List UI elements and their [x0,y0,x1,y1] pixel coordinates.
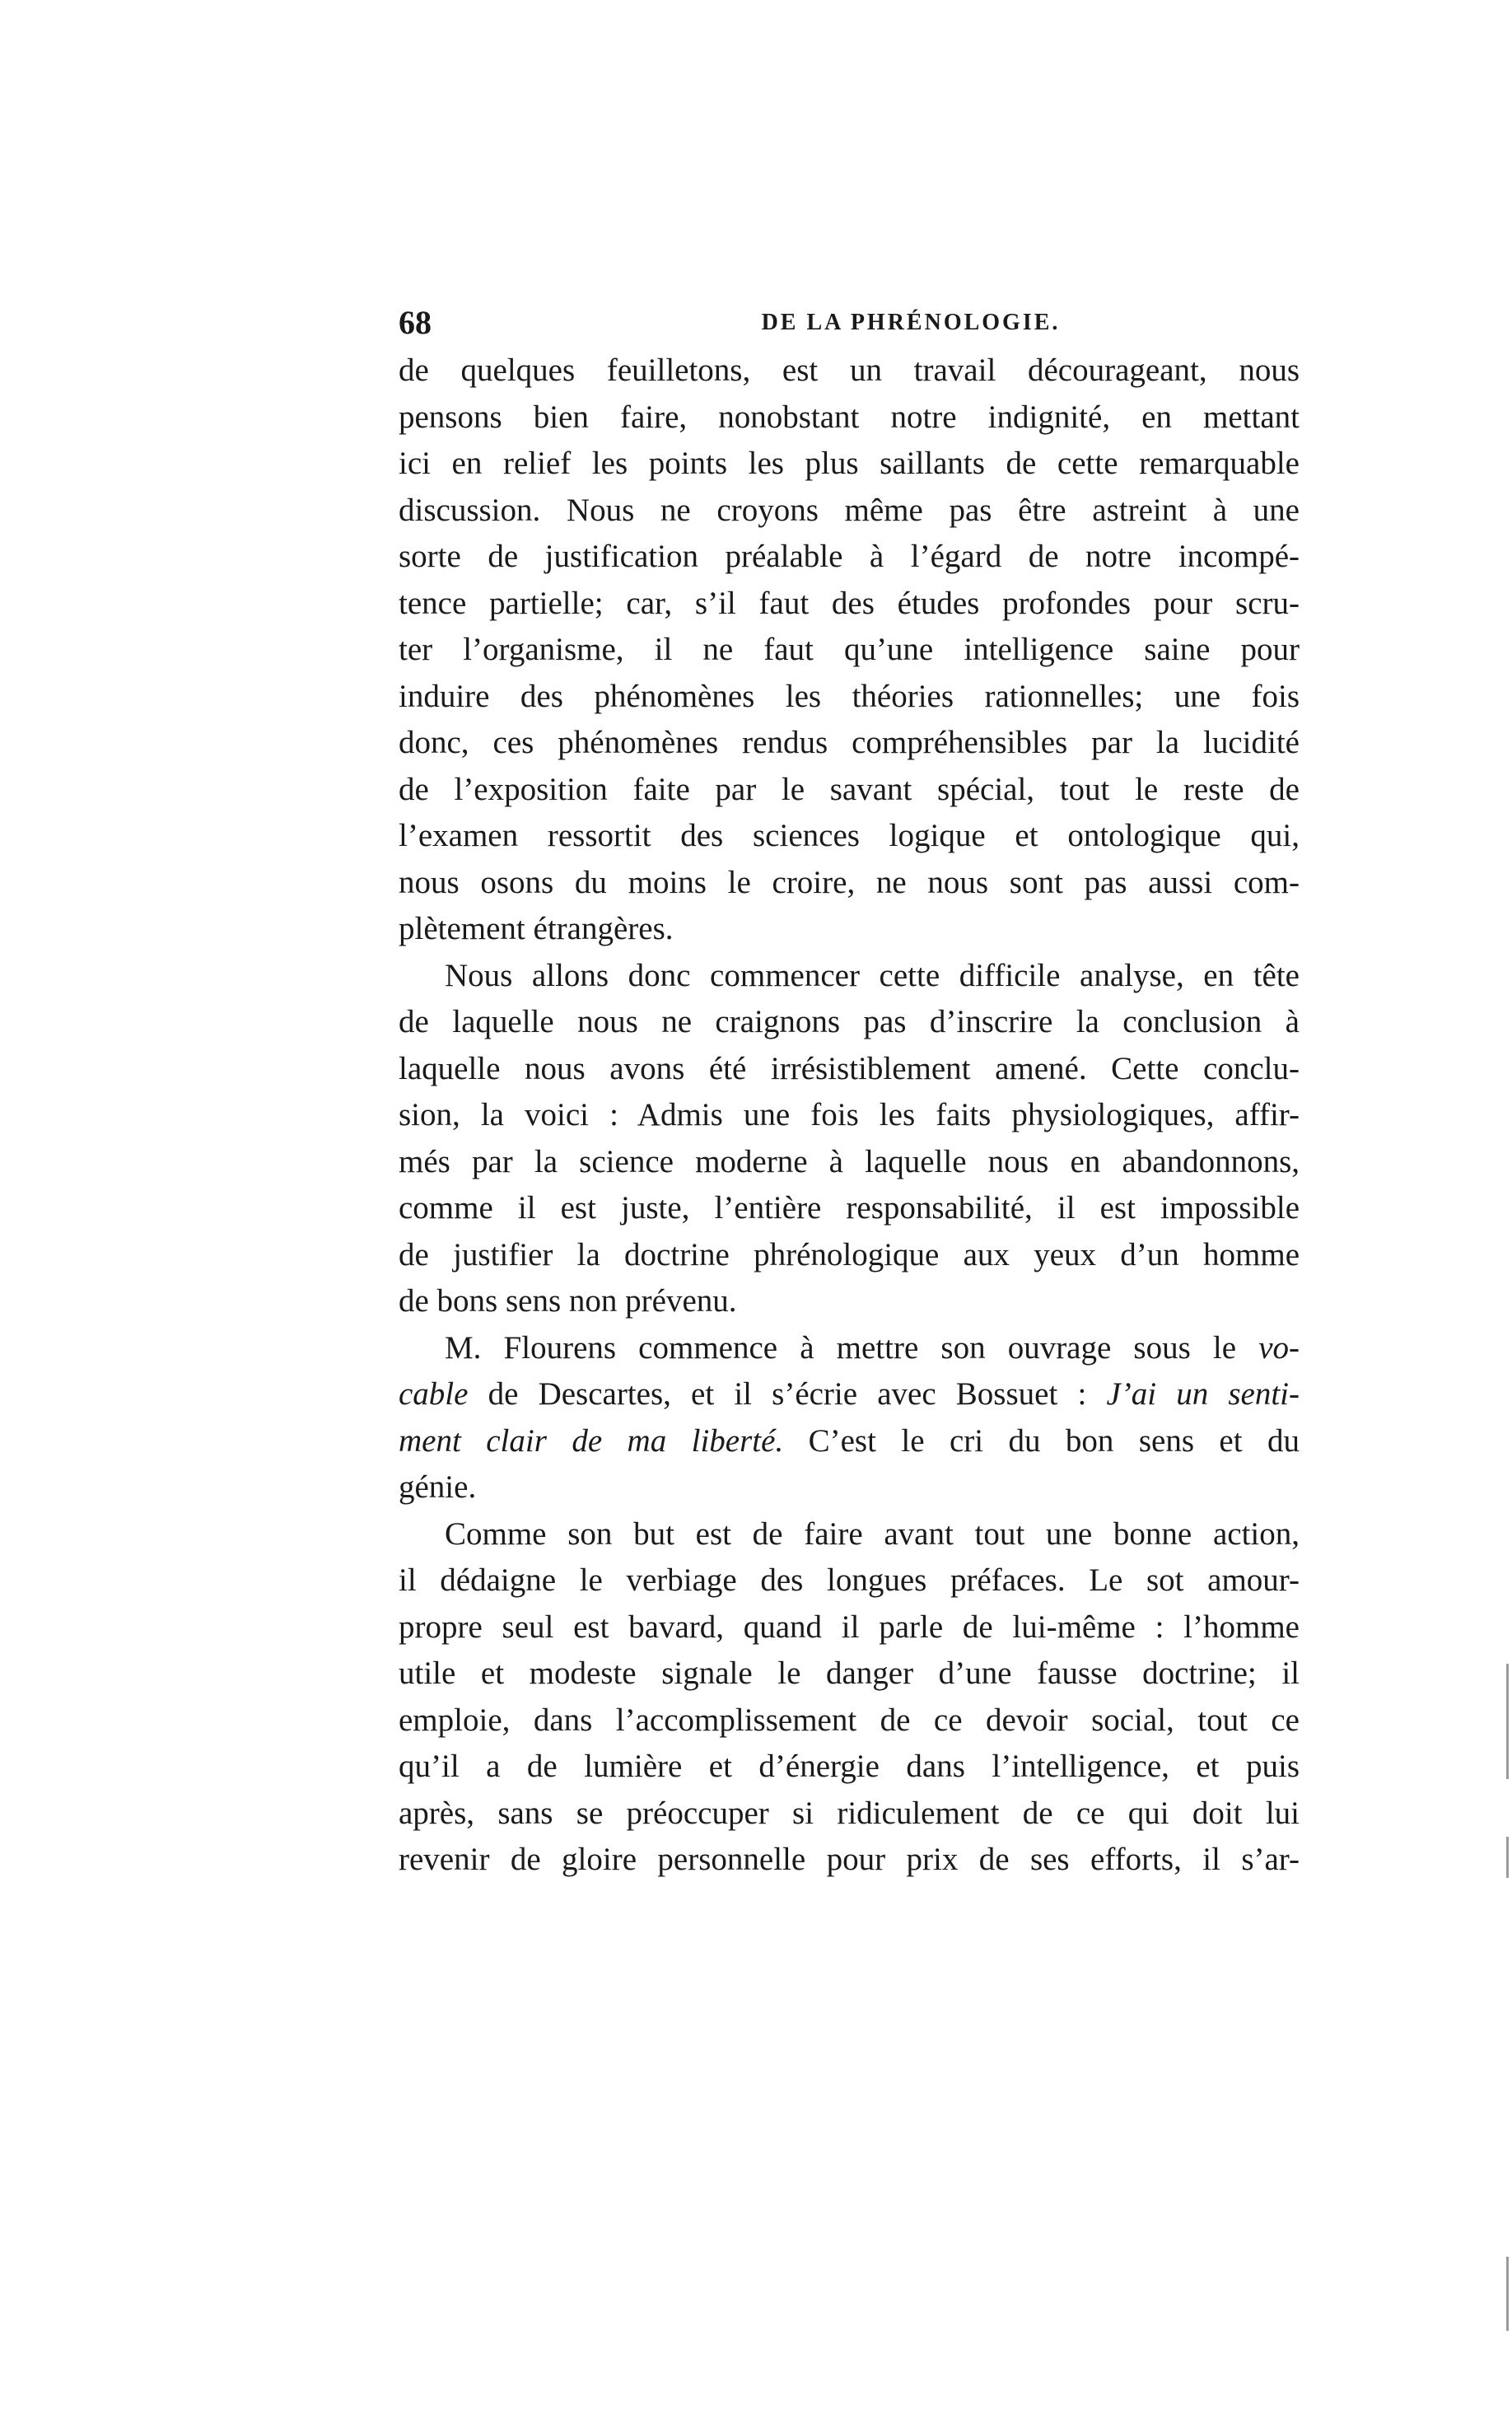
text-line: tence partielle; car, s’il faut des études profondes pour scru- [399,585,1300,621]
text-line: de l’exposition faite par le savant spécial, tout le reste de [399,771,1300,807]
italic-run: J’ai un senti- [1106,1376,1300,1412]
text-line: ici en relief les points les plus saillants de cette remarquable [399,446,1300,481]
scan-artifact-mark [1506,1664,1509,1779]
text-line: qu’il a de lumière et d’énergie dans l’intelligence, et puis [399,1749,1300,1784]
text-line: génie. [399,1469,477,1505]
text-line: après, sans se préoccuper si ridiculement de ce qui doit lui [399,1795,1300,1831]
text-line: Nous allons donc commencer cette difficile analyse, en tête [445,957,1300,993]
text-line: més par la science moderne à laquelle nous en abandonnons, [399,1143,1300,1179]
text-line: propre seul est bavard, quand il parle de lui-même : l’homme [399,1609,1300,1645]
body-text [399,348,1300,1884]
text-line: de laquelle nous ne craignons pas d’inscrire la conclusion à [399,1004,1300,1039]
italic-run: vo- [1258,1329,1300,1366]
italic-run: cable [399,1376,469,1412]
paragraph-2 [399,953,1300,1325]
text-line: de bons sens non prévenu. [399,1283,737,1319]
text-line: emploie, dans l’accomplissement de ce devoir social, tout ce [399,1702,1300,1738]
text-line [399,1371,1300,1418]
page-number: 68 [399,304,432,341]
text-line: nous osons du moins le croire, ne nous sont pas aussi com- [399,864,1300,900]
text-line: donc, ces phénomènes rendus compréhensibles par la lucidité [399,725,1300,760]
scan-artifact-mark [1506,1837,1509,1878]
text-line: de justifier la doctrine phrénologique aux yeux d’un homme [399,1236,1300,1273]
text-line: comme il est juste, l’entière responsabilité, il est impossible [399,1190,1300,1226]
text-line [399,1418,1300,1465]
text-line [399,1325,1300,1372]
text-line: il dédaigne le verbiage des longues préfaces. Le sot amour- [399,1562,1300,1598]
text-run: de Descartes, et il s’écrie avec Bossuet : [468,1376,1107,1412]
text-line: revenir de gloire personnelle pour prix de ses efforts, il s’ar- [399,1842,1300,1877]
text-line: l’examen ressortit des sciences logique et ontologique qui, [399,818,1300,853]
text-line: pensons bien faire, nonobstant notre indignité, en mettant [399,399,1300,435]
running-title: DE LA PHRÉNOLOGIE. [761,310,1061,335]
text-line: ter l’organisme, il ne faut qu’une intelligence saine pour [399,632,1300,667]
paragraph-1 [399,348,1300,953]
text-line: sion, la voici : Admis une fois les faits physiologiques, affir- [399,1097,1300,1132]
text-line: induire des phénomènes les théories rationnelles; une fois [399,678,1300,714]
text-run: C’est le cri du bon sens et du [783,1422,1300,1459]
text-line: laquelle nous avons été irrésistiblement amené. Cette conclu- [399,1050,1300,1086]
scan-artifact-mark [1506,2257,1509,2331]
text-line: de quelques feuilletons, est un travail décourageant, nous [399,353,1300,388]
running-head [399,298,1300,348]
paragraph-3 [399,1325,1300,1511]
text-line: Comme son but est de faire avant tout une bonne action, [445,1515,1300,1552]
text-line: sorte de justification préalable à l’égard de notre incompé- [399,539,1300,574]
text-line: plètement étrangères. [399,911,674,946]
paragraph-4 [399,1511,1300,1884]
text-line: discussion. Nous ne croyons même pas être astreint à une [399,492,1300,528]
text-line: utile et modeste signale le danger d’une fausse doctrine; il [399,1655,1300,1691]
text-run: M. Flourens commence à mettre son ouvrage sous le [445,1329,1259,1366]
italic-run: ment clair de ma liberté. [399,1422,784,1459]
